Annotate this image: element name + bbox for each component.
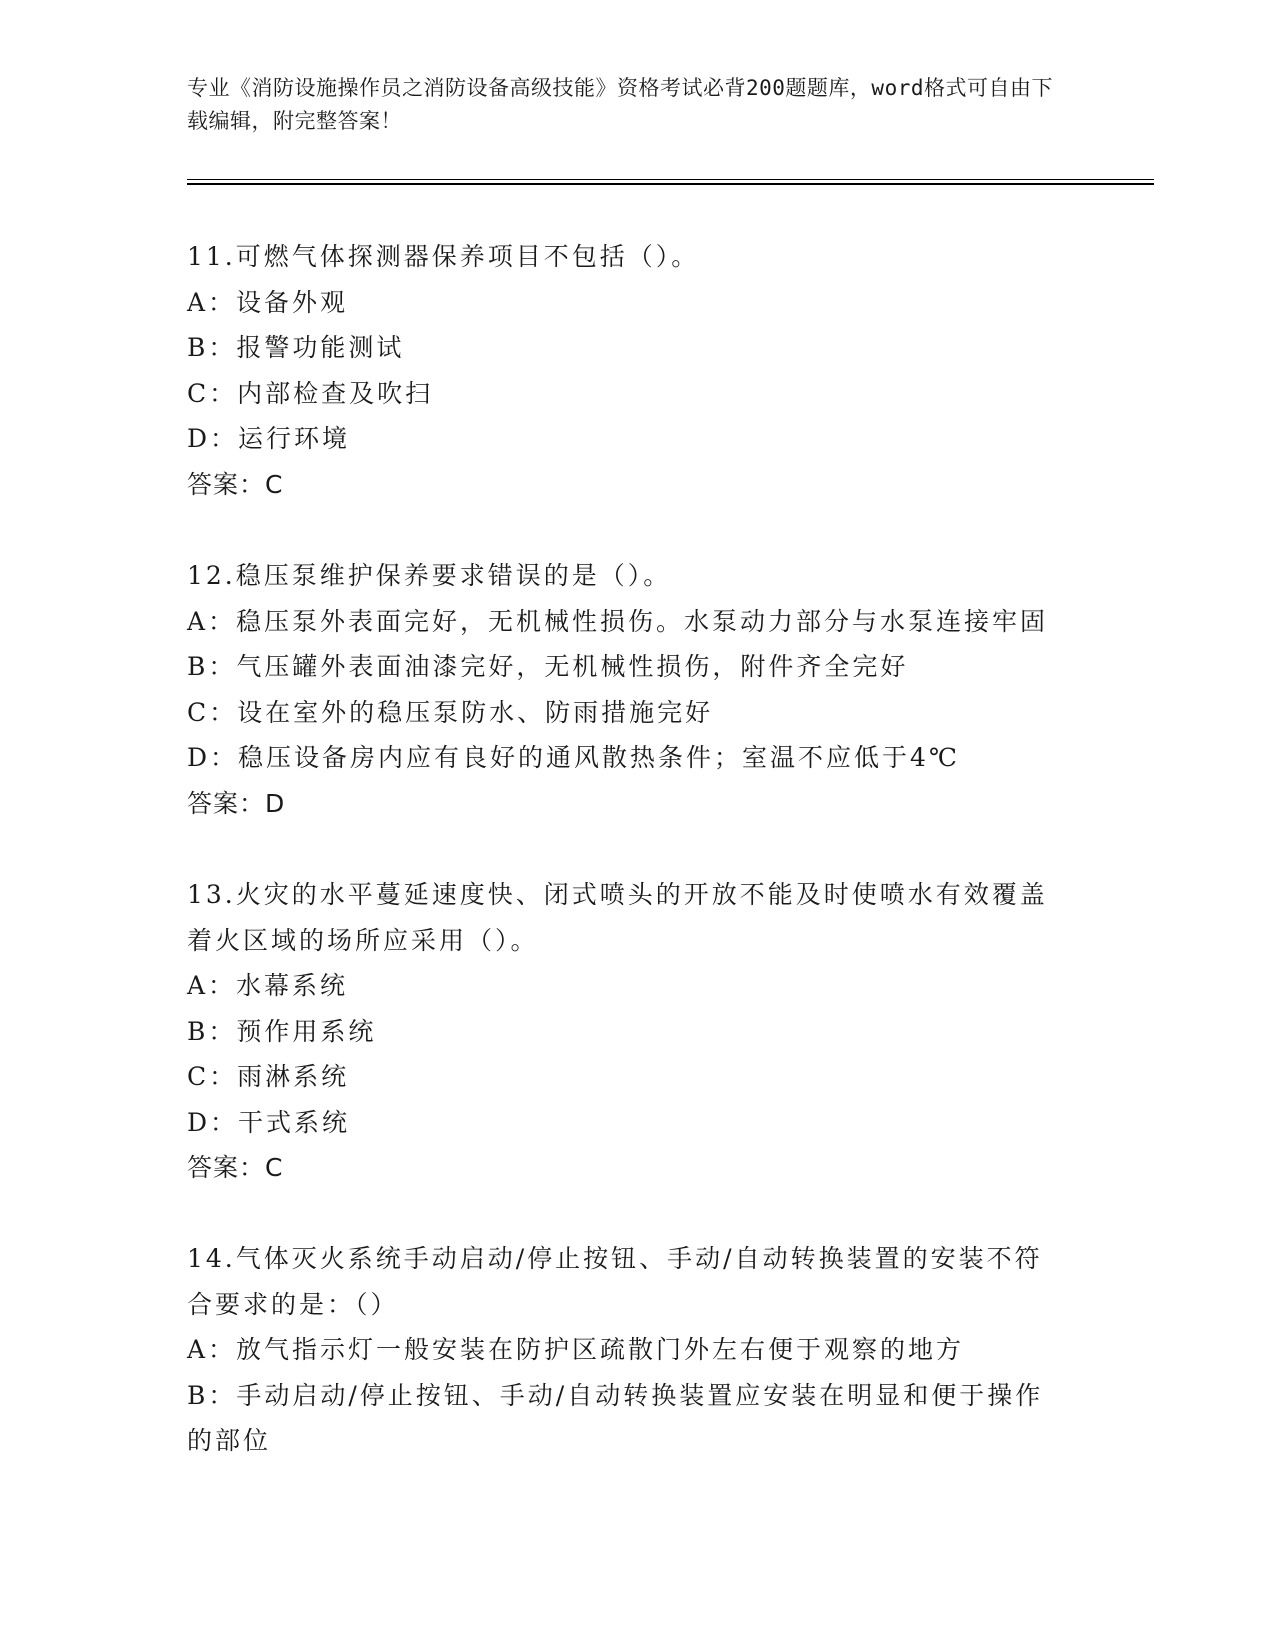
option-d: D：干式系统: [187, 1107, 351, 1137]
question-stem-continued: 着火区域的场所应采用（）。: [187, 925, 539, 955]
answer: 答案：D: [187, 788, 286, 818]
option-b: B：报警功能测试: [187, 333, 405, 362]
question-stem: 11.可燃气体探测器保养项目不包括（）。: [187, 242, 700, 271]
option-a: A：放气指示灯一般安装在防护区疏散门外左右便于观察的地方: [187, 1335, 965, 1364]
option-a: A：稳压泵外表面完好，无机械性损伤。水泵动力部分与水泵连接牢固: [187, 606, 1049, 636]
question-12: [187, 553, 1087, 826]
question-stem: 12.稳压泵维护保养要求错误的是（）。: [187, 561, 672, 590]
option-c: C：雨淋系统: [187, 1062, 350, 1091]
document-header: 专业《消防设施操作员之消防设备高级技能》资格考试必背200题题库，word格式可自由下载编辑，附完整答案！: [187, 76, 1053, 133]
question-11: [187, 234, 1087, 507]
option-d: D：稳压设备房内应有良好的通风散热条件；室温不应低于4℃: [187, 743, 960, 772]
option-c: C：内部检查及吹扫: [187, 378, 434, 408]
question-13: [187, 872, 1087, 1191]
header-divider-thick: [187, 183, 1154, 185]
option-c: C：设在室外的稳压泵防水、防雨措施完好: [187, 697, 714, 727]
option-b-continued: 的部位: [187, 1426, 272, 1455]
question-stem: 14.气体灭火系统手动启动/停止按钮、手动/自动转换装置的安装不符: [187, 1244, 1043, 1273]
option-b: B：气压罐外表面油漆完好，无机械性损伤，附件齐全完好: [187, 652, 909, 681]
question-stem: 13.火灾的水平蔓延速度快、闭式喷头的开放不能及时使喷水有效覆盖: [187, 880, 1048, 909]
option-a: A：设备外观: [187, 287, 349, 317]
option-b: B：预作用系统: [187, 1016, 377, 1046]
question-14: [187, 1236, 1087, 1464]
option-b: B：手动启动/停止按钮、手动/自动转换装置应安装在明显和便于操作: [187, 1380, 1044, 1410]
header-divider-thin: [187, 179, 1154, 180]
question-stem-continued: 合要求的是：（）: [187, 1289, 399, 1319]
answer: 答案：C: [187, 469, 284, 499]
answer: 答案：C: [187, 1153, 284, 1182]
option-d: D：运行环境: [187, 424, 351, 453]
option-a: A：水幕系统: [187, 971, 349, 1000]
